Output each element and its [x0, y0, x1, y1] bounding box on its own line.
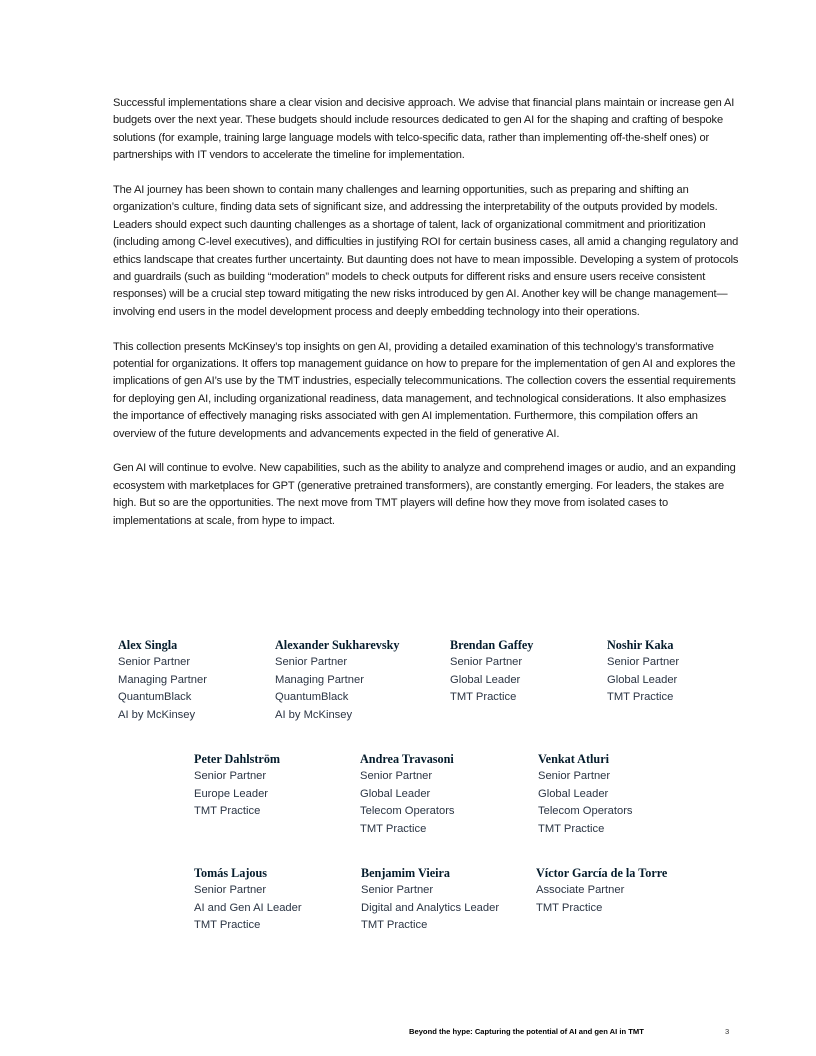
author-unit: TMT Practice [607, 691, 674, 704]
author-role: AI and Gen AI Leader [194, 901, 302, 914]
author-title: Senior Partner [118, 656, 191, 669]
author-card [450, 637, 533, 707]
author-unit: Telecom Operators [538, 805, 633, 818]
author-unit: TMT Practice [361, 919, 428, 932]
author-card [536, 865, 667, 917]
author-title: Senior Partner [361, 884, 434, 897]
author-card [360, 751, 455, 838]
author-role: Europe Leader [194, 787, 269, 800]
author-name: Noshir Kaka [607, 638, 674, 652]
author-title: Senior Partner [360, 770, 433, 783]
author-unit: TMT Practice [194, 805, 261, 818]
author-name: Benjamim Vieira [361, 866, 451, 880]
paragraph: This collection presents McKinsey’s top insights on gen AI, providing a detailed examination of this technology’s transformative potential for organizations. It offers top management guidance on how to prepare for the implementation of gen AI and explores the implications of gen AI’s use by the TMT industries, especially telecommunications. The collection covers the essential requirements for deploying gen AI, including organizational readiness, data management, and technological considerations. It also emphasizes the importance of effectively managing risks associated with gen AI implementation. Furthermore, this compilation offers an overview of the future developments and advancements expected in the field of generative AI. [113, 340, 736, 440]
author-role: Digital and Analytics Leader [361, 901, 500, 914]
author-role: Managing Partner [275, 673, 364, 686]
author-name: Venkat Atluri [538, 752, 609, 766]
author-unit: TMT Practice [450, 691, 517, 704]
author-title: Senior Partner [450, 656, 523, 669]
author-role: Global Leader [450, 673, 521, 686]
author-name: Alex Singla [118, 638, 178, 652]
author-card [194, 865, 302, 935]
author-unit: Telecom Operators [360, 805, 455, 818]
author-name: Peter Dahlström [194, 752, 281, 766]
author-unit: TMT Practice [536, 901, 603, 914]
author-unit: QuantumBlack [275, 691, 349, 704]
author-card [118, 637, 207, 724]
author-title: Senior Partner [194, 884, 267, 897]
author-card [607, 637, 679, 707]
paragraph: Gen AI will continue to evolve. New capabilities, such as the ability to analyze and comprehend images or audio, and an expanding ecosystem with marketplaces for GPT (generative pretrained transformers), are constantly emerging. For leaders, the stakes are high. But so are the opportunities. The next move from TMT players will define how they move from isolated cases to implementations at scale, from hype to impact. [113, 462, 736, 527]
footer-title: Beyond the hype: Capturing the potential of AI and gen AI in TMT [409, 1027, 644, 1036]
author-card [361, 865, 499, 935]
author-card [538, 751, 633, 838]
author-title: Senior Partner [275, 656, 348, 669]
author-unit: TMT Practice [538, 822, 605, 835]
author-role: Global Leader [538, 787, 609, 800]
author-role: Managing Partner [118, 673, 207, 686]
paragraph: The AI journey has been shown to contain many challenges and learning opportunities, such as preparing and shifting an organization’s culture, finding data sets of significant size, and addressing the interpretability of the outputs provided by models. Leaders should expect such daunting challenges as a shortage of talent, lack of organizational commitment and prioritization (including among C-level executives), and difficulties in justifying ROI for certain business cases, all amid a changing regulatory and ethics landscape that creates further uncertainty. But daunting does not have to mean impossible. Developing a system of protocols and guardrails (such as building “moderation” models to check outputs for different risks and ensure users receive consistent responses) will be a crucial step toward mitigating the new risks introduced by gen AI. Another key will be change management—involving end users in the model development process and deeply embedding technology into their operations. [113, 184, 739, 318]
author-name: Brendan Gaffey [450, 638, 534, 652]
author-title: Senior Partner [194, 770, 267, 783]
author-name: Tomás Lajous [194, 866, 268, 880]
author-unit: TMT Practice [360, 822, 427, 835]
author-title: Associate Partner [536, 884, 625, 897]
author-title: Senior Partner [607, 656, 680, 669]
author-role: Global Leader [360, 787, 431, 800]
author-name: Andrea Travasoni [360, 752, 454, 766]
author-role: Global Leader [607, 673, 678, 686]
author-title: Senior Partner [538, 770, 611, 783]
body-text [113, 95, 743, 548]
author-unit: TMT Practice [194, 919, 261, 932]
author-card [275, 637, 400, 724]
author-card [194, 751, 280, 821]
author-name: Alexander Sukharevsky [275, 638, 400, 652]
author-name: Víctor García de la Torre [536, 866, 668, 880]
page-number: 3 [725, 1027, 730, 1036]
author-unit: AI by McKinsey [118, 708, 196, 721]
paragraph: Successful implementations share a clear vision and decisive approach. We advise that financial plans maintain or increase gen AI budgets over the next year. These budgets should include resources dedicated to gen AI for the shaping and crafting of bespoke solutions (for example, training large language models with telco-specific data, rather than implementing off-the-shelf ones) or partnerships with IT vendors to accelerate the timeline for implementation. [113, 97, 735, 162]
author-unit: QuantumBlack [118, 691, 192, 704]
author-unit: AI by McKinsey [275, 708, 353, 721]
